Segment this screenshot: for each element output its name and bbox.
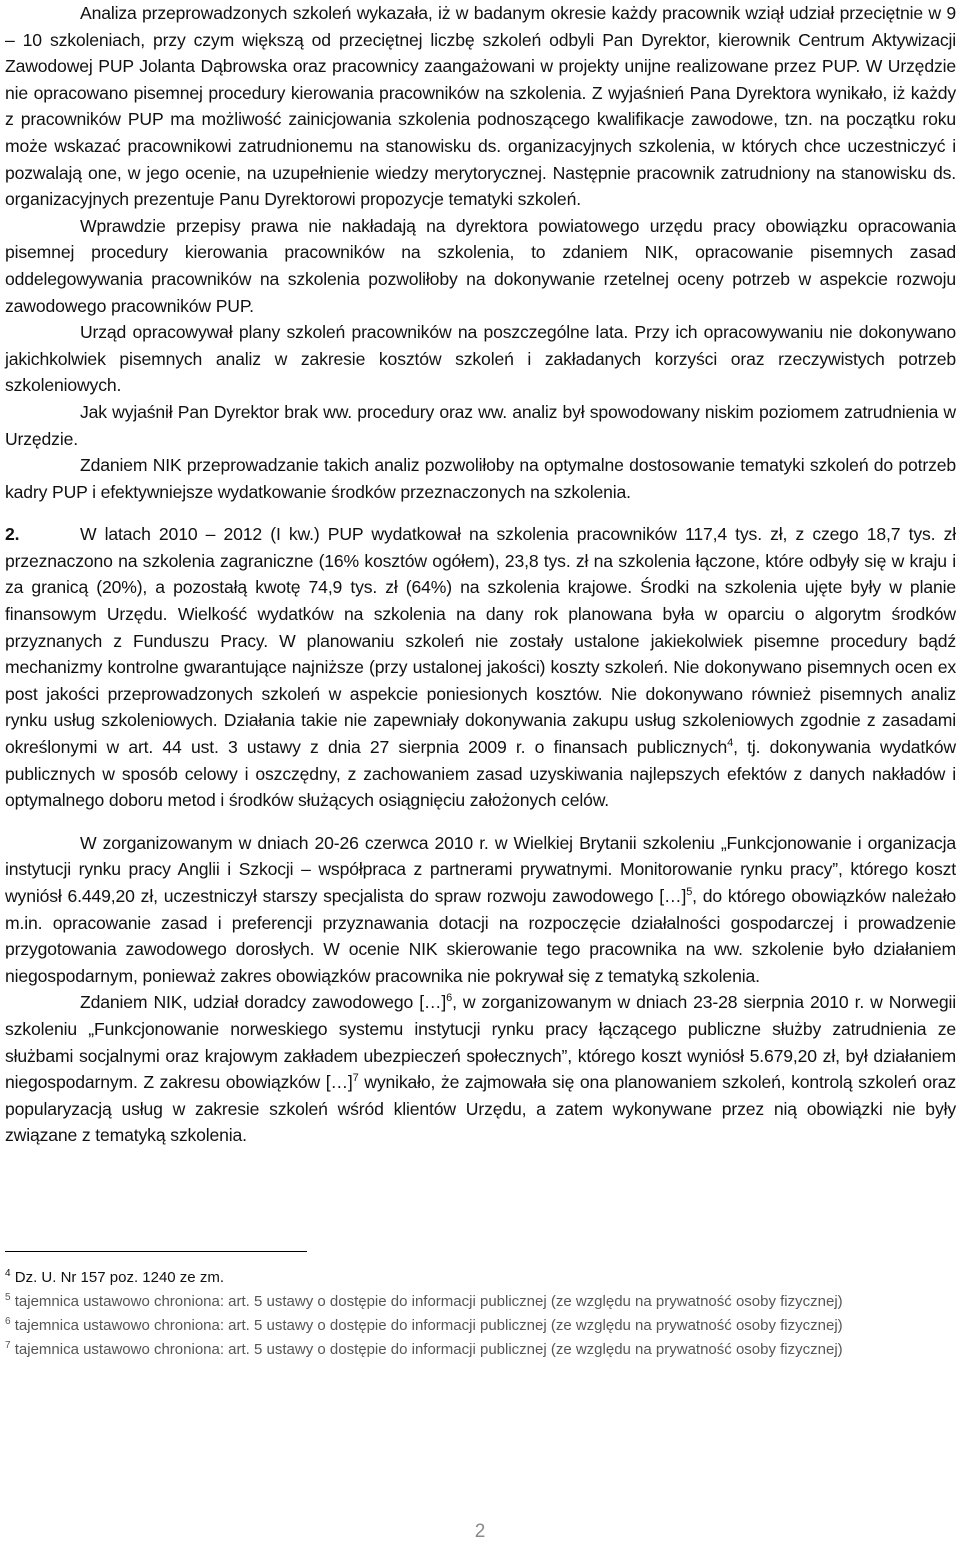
no-text-a: Zdaniem NIK, udział doradcy zawodowego […] bbox=[80, 992, 447, 1013]
footnote-separator bbox=[5, 1251, 307, 1252]
section-2-text-a: W latach 2010 – 2012 (I kw.) PUP wydatkował na szkolenia pracowników 117,4 tys. zł, z czego 18,7 tys. zł przeznaczono na szkolenia zagraniczne (16% kosztów ogółem), 23,8 tys. zł na szkolenia łączone, które odbyły się w kraju i za granicą (20%), a pozostałą kwotę 74,9 tys. zł (64%) na szkolenia krajowe. Środki na szkolenia ujęte były w planie finansowym Urzędu. Wielkość wydatków na szkolenia na dany rok planowana była w oparciu o algorytm środków przyznanych z Funduszu Pracy. W planowaniu szkoleń nie zostały ustalone jakiekolwiek pisemne procedury bądź mechanizmy kontrolne gwarantujące najniższe (przy ustalonej jakości) koszty szkoleń. Nie dokonywano pisemnych ocen ex post jakości przeprowadzonych szkoleń w aspekcie poniesionych kosztów. Nie dokonywano również pisemnych analiz rynku usług szkoleniowych. Działania takie nie zapewniały dokonywania zakupu usług szkoleniowych zgodnie z zasadami określonymi w art. 44 ust. 3 ustawy z dnia 27 sierpnia 2009 r. o finansach publicznych bbox=[5, 524, 956, 758]
no-text-c: wynikało, że zajmowała się ona planowaniem szkoleń, kontrolą szkoleń oraz popularyzacją usług w zakresie szkoleń wśród klientów Urzędu, a zatem wykonywane przez nią obowiązki nie były związane z tematyką szkolenia. bbox=[5, 1072, 956, 1146]
page-number: 2 bbox=[474, 1521, 486, 1542]
footnote-ref-6[interactable]: 6 bbox=[446, 992, 453, 1005]
paragraph-training-analysis: Analiza przeprowadzonych szkoleń wykazała, iż w badanym okresie każdy pracownik wziął udział przeciętnie w 9 – 10 szkoleniach, przy czym większą od przeciętnej liczbę szkoleń odbyli Pan Dyrektor, kierownik Centrum Aktywizacji Zawodowej PUP Jolanta Dąbrowska oraz pracownicy zaangażowani w projekty unijne realizowane przez PUP. W Urzędzie nie opracowano pisemnej procedury kierowania pracowników na szkolenia. Z wyjaśnień Pana Dyrektora wynikało, iż każdy z pracowników PUP ma możliwość zainicjowania szkolenia podnoszącego kwalifikacje zawodowe, tzn. na początku roku może wskazać pracownikowi zatrudnionemu na stanowisku ds. organizacyjnych szkolenia, w których chce uczestniczyć i pozwalają one, w jego ocenie, na uzupełnienie wiedzy merytorycznej. Następnie pracownik zatrudniony na stanowisku ds. organizacyjnych prezentuje Panu Dyrektorowi propozycje tematyki szkoleń. bbox=[5, 3, 956, 210]
footnote-mark: 6 bbox=[5, 1316, 11, 1327]
document-page bbox=[5, 0, 956, 1149]
footnote-ref-7[interactable]: 7 bbox=[352, 1072, 359, 1085]
footnote-text: tajemnica ustawowo chroniona: art. 5 ustawy o dostępie do informacji publicznej (ze względu na prywatność osoby fizycznej) bbox=[10, 1317, 843, 1334]
footnote-mark: 4 bbox=[5, 1268, 11, 1279]
uk-text-b: , do którego obowiązków należało m.in. opracowanie zasad i preferencji przyznawania dotacji na rozpoczęcie działalności gospodarczej i prowadzenie przygotowania zawodowego dorosłych. W ocenie NIK skierowanie tego pracownika na ww. szkolenie było działaniem niegospodarnym, ponieważ zakres obowiązków pracownika nie pokrywał się z tematyką szkolenia. bbox=[5, 886, 956, 986]
paragraph-norway-training bbox=[5, 989, 956, 1149]
section-number: 2. bbox=[5, 524, 20, 545]
footnote-mark: 7 bbox=[5, 1340, 11, 1351]
footnote-5 bbox=[5, 1290, 956, 1314]
footnote-mark: 5 bbox=[5, 1292, 11, 1303]
paragraph-uk-training bbox=[5, 830, 956, 990]
footnote-text: tajemnica ustawowo chroniona: art. 5 ustawy o dostępie do informacji publicznej (ze względu na prywatność osoby fizycznej) bbox=[10, 1293, 843, 1310]
no-text-b: , w zorganizowanym w dniach 23-28 sierpnia 2010 r. w Norwegii szkoleniu „Funkcjonowanie norweskiego systemu instytucji rynku pracy łączącego publiczne służby zatrudnienia ze służbami socjalnymi oraz krajowym zakładem ubezpieczeń społecznych”, którego koszt wyniósł 5.679,20 zł, był działaniem niegospodarnym. Z zakresu obowiązków […] bbox=[5, 992, 956, 1093]
footnote-7 bbox=[5, 1338, 956, 1362]
body-text bbox=[5, 0, 956, 1149]
paragraph-training-plans: Urząd opracowywał plany szkoleń pracowników na poszczególne lata. Przy ich opracowywaniu nie dokonywano jakichkolwiek pisemnych analiz w zakresie kosztów szkoleń i zakładanych korzyści oraz rzeczywistych potrzeb szkoleniowych. bbox=[5, 322, 956, 396]
uk-text-a: W zorganizowanym w dniach 20-26 czerwca 2010 r. w Wielkiej Brytanii szkoleniu „Funkcjonowanie i organizacja instytucji rynku pracy Anglii i Szkocji – współpraca z partnerami prywatnymi. Monitorowanie rynku pracy”, którego koszt wyniósł 6.449,20 zł, uczestniczył starszy specjalista do spraw rozwoju zawodowego […] bbox=[5, 832, 956, 906]
section-2-text-b: , tj. dokonywania wydatków publicznych w sposób celowy i oszczędny, z zachowaniem zasad uzyskiwania najlepszych efektów z danych nakładów i optymalnego doboru metod i środków służących osiągnięciu założonych celów. bbox=[5, 737, 956, 811]
footnote-ref-4[interactable]: 4 bbox=[727, 737, 734, 750]
section-2-paragraph bbox=[5, 521, 956, 814]
footnote-4 bbox=[5, 1266, 956, 1290]
footnote-ref-5[interactable]: 5 bbox=[686, 886, 693, 899]
paragraph-nik-opinion: Zdaniem NIK przeprowadzanie takich analiz pozwoliłoby na optymalne dostosowanie tematyki szkoleń do potrzeb kadry PUP i efektywniejsze wydatkowanie środków przeznaczonych na szkolenia. bbox=[5, 455, 956, 502]
footnote-6 bbox=[5, 1314, 956, 1338]
footnote-text: tajemnica ustawowo chroniona: art. 5 ustawy o dostępie do informacji publicznej (ze względu na prywatność osoby fizycznej) bbox=[10, 1341, 843, 1358]
paragraph-director-explanation: Jak wyjaśnił Pan Dyrektor brak ww. procedury oraz ww. analiz był spowodowany niskim poziomem zatrudnienia w Urzędzie. bbox=[5, 401, 956, 449]
footnotes bbox=[5, 1266, 956, 1362]
paragraph-legal-note: Wprawdzie przepisy prawa nie nakładają na dyrektora powiatowego urzędu pracy obowiązku opracowania pisemnej procedury kierowania pracowników na szkolenia, to zdaniem NIK, opracowanie pisemnych zasad oddelegowywania pracowników na szkolenia pozwoliłoby na dokonywanie rzetelnej oceny potrzeb w aspekcie rozwoju zawodowego pracowników PUP. bbox=[5, 215, 956, 316]
footnote-text: Dz. U. Nr 157 poz. 1240 ze zm. bbox=[10, 1269, 224, 1286]
